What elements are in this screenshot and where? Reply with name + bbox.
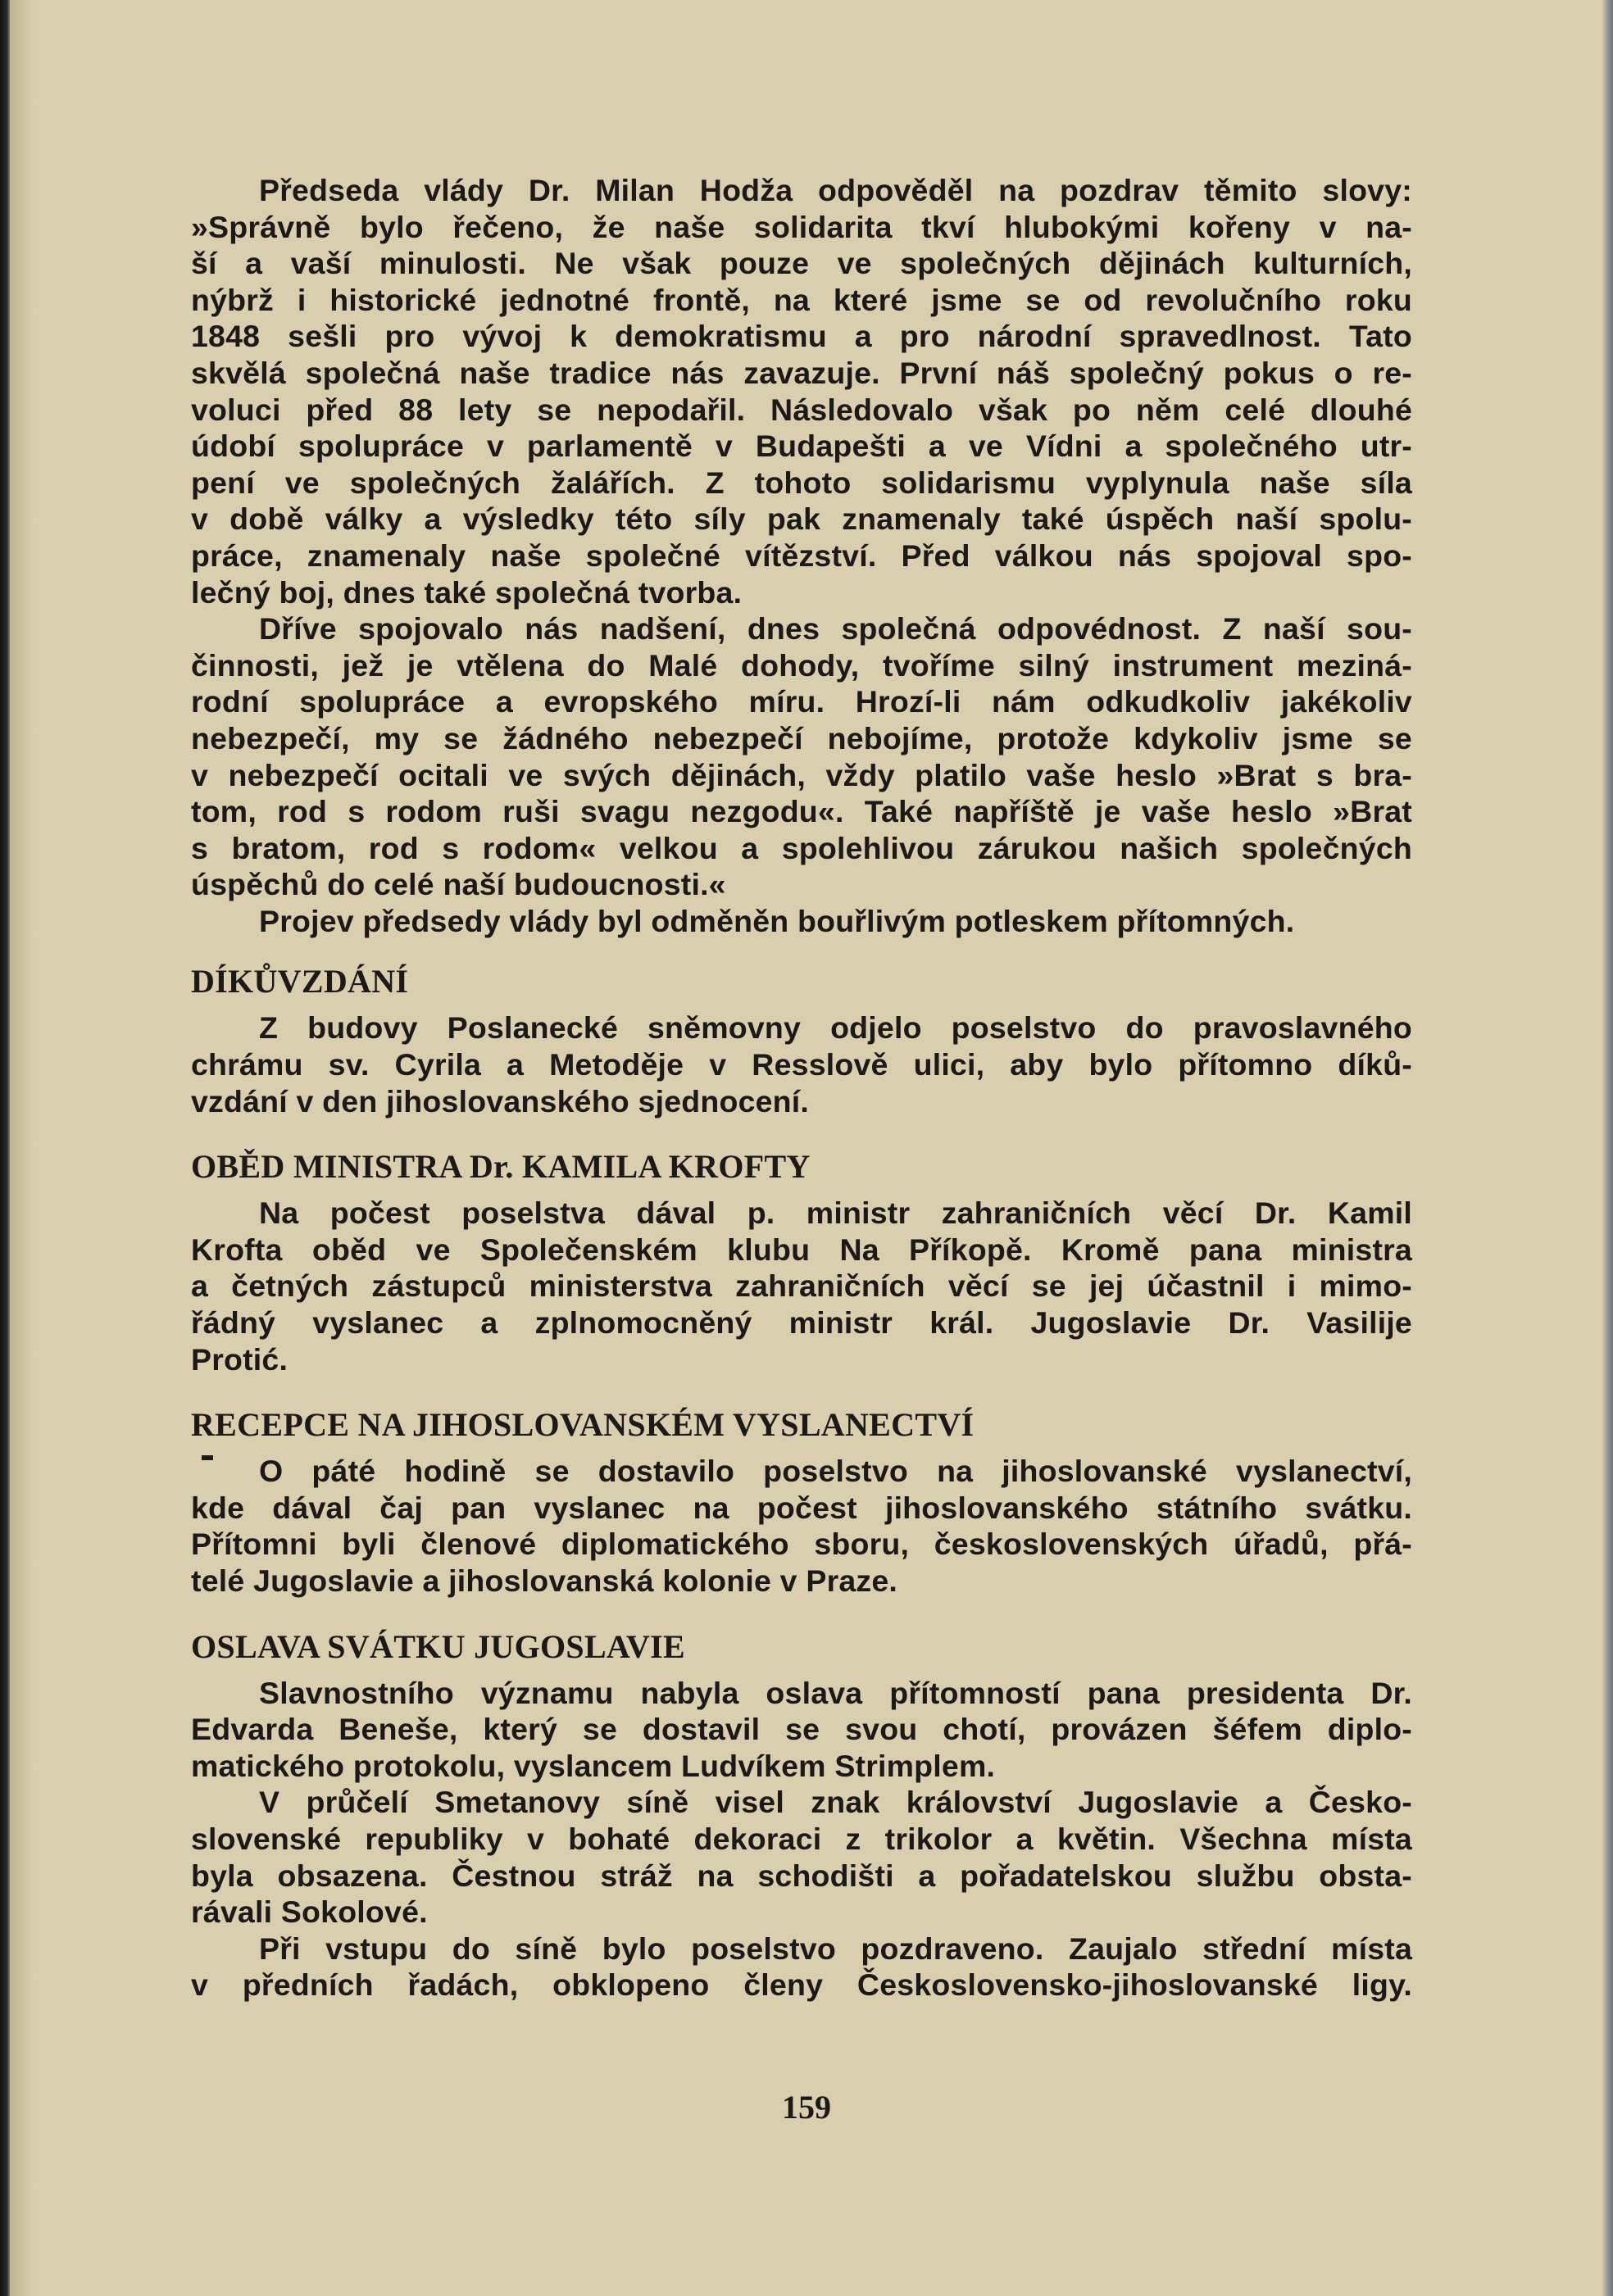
text-line-content: O páté hodině se dostavilo poselstvo na jihoslovanské vyslanectví,: [259, 1454, 1412, 1489]
page-right-edge: [1602, 0, 1613, 2296]
text-line: Krofta oběd ve Společenském klubu Na Příkopě. Kromě pana ministra: [191, 1232, 1412, 1267]
text-line: [191, 1453, 1412, 1490]
text-line: pení ve společných žalářích. Z tohoto solidarismu vyplynula naše síla: [191, 465, 1412, 500]
text-line: vzdání v den jihoslovanského sjednocení.: [191, 1083, 810, 1119]
section-heading-dikuvzdani: DÍKŮVZDÁNÍ: [191, 963, 409, 1001]
text-line: 1848 sešli pro vývoj k demokratismu a pro národní spravedlnost. Tato: [191, 319, 1412, 354]
text-line: v předních řadách, obklopeno členy Československo-jihoslovanské ligy.: [191, 1967, 1412, 2003]
text-line: Slavnostního významu nabyla oslava přítomností pana presidenta Dr.: [259, 1675, 1412, 1710]
section-heading-obed: OBĚD MINISTRA Dr. KAMILA KROFTY: [191, 1148, 811, 1186]
text-line: »Správně bylo řečeno, že naše solidarita tkví hlubokými kořeny v na-: [191, 209, 1412, 244]
text-line: v době války a výsledky této síly pak znamenaly také úspěch naší spolu-: [191, 501, 1412, 537]
text-line: nýbrž i historické jednotné frontě, na které jsme se od revolučního roku: [191, 282, 1412, 317]
binding-edge-shadow: [0, 0, 10, 2296]
text-line: práce, znamenaly naše společné vítězství. Před válkou nás spojoval spo-: [191, 538, 1412, 573]
text-line: chrámu sv. Cyrila a Metoděje v Resslově ulici, aby bylo přítomno díků-: [191, 1047, 1412, 1082]
page-number: 159: [782, 2089, 831, 2126]
text-line: skvělá společná naše tradice nás zavazuje. První náš společný pokus o re-: [191, 355, 1412, 390]
text-line: Z budovy Poslanecké sněmovny odjelo poselstvo do pravoslavného: [259, 1010, 1412, 1046]
text-line: Protić.: [191, 1341, 289, 1377]
text-line: s bratom, rod s rodom« velkou a spolehlivou zárukou našich společných: [191, 830, 1412, 865]
text-line: tom, rod s rodom ruši svagu nezgodu«. Také napříště je vaše heslo »Brat: [191, 794, 1412, 829]
text-line: Přítomni byli členové diplomatického sboru, československých úřadů, přá-: [191, 1527, 1412, 1562]
text-line: kde dával čaj pan vyslanec na počest jihoslovanského státního svátku.: [191, 1490, 1412, 1525]
text-line: Projev předsedy vlády byl odměněn bouřlivým potleskem přítomných.: [259, 903, 1295, 938]
text-line: voluci před 88 lety se nepodařil. Následovalo však po něm celé dlouhé: [191, 392, 1412, 427]
text-line: rávali Sokolové.: [191, 1894, 428, 1930]
text-line: matického protokolu, vyslancem Ludvíkem Strimplem.: [191, 1748, 996, 1783]
text-line: rodní spolupráce a evropského míru. Hrozí-li nám odkudkoliv jakékoliv: [191, 684, 1412, 719]
text-line: údobí spolupráce v parlamentě v Budapešti a ve Vídni a společného utr-: [191, 429, 1412, 464]
text-line: Při vstupu do síně bylo poselstvo pozdraveno. Zaujalo střední místa: [259, 1931, 1412, 1966]
text-line: a četných zástupců ministerstva zahraničních věcí se jej účastnil i mimo-: [191, 1268, 1412, 1304]
text-line: V průčelí Smetanovy síně visel znak království Jugoslavie a Česko-: [259, 1785, 1412, 1820]
text-line: ší a vaší minulosti. Ne však pouze ve společných dějinách kulturních,: [191, 246, 1412, 281]
text-line: řádný vyslanec a zplnomocněný ministr král. Jugoslavie Dr. Vasilije: [191, 1305, 1412, 1341]
text-line: činnosti, jež je vtělena do Malé dohody, tvoříme silný instrument meziná-: [191, 647, 1412, 683]
text-line: byla obsazena. Čestnou stráž na schodišti a pořadatelskou službu obsta-: [191, 1858, 1412, 1893]
text-line: nebezpečí, my se žádného nebezpečí nebojíme, protože kdykoliv jsme se: [191, 720, 1412, 756]
section-heading-recepce: RECEPCE NA JIHOSLOVANSKÉM VYSLANECTVÍ: [191, 1406, 975, 1444]
text-line: slovenské republiky v bohaté dekoraci z trikolor a květin. Všechna místa: [191, 1821, 1412, 1856]
ink-mark: [202, 1455, 213, 1460]
text-line: Edvarda Beneše, který se dostavil se svou chotí, provázen šéfem diplo-: [191, 1712, 1412, 1747]
binding-gutter: [10, 0, 34, 2296]
text-line: Na počest poselstva dával p. ministr zahraničních věcí Dr. Kamil: [259, 1196, 1412, 1231]
text-line: telé Jugoslavie a jihoslovanská kolonie v Praze.: [191, 1563, 898, 1598]
text-line: Dříve spojovalo nás nadšení, dnes společná odpovédnost. Z naší sou-: [259, 611, 1412, 647]
text-line: lečný boj, dnes také společná tvorba.: [191, 574, 743, 610]
text-line: úspěchů do celé naší budoucnosti.«: [191, 867, 726, 902]
text-line: v nebezpečí ocitali ve svých dějinách, vždy platilo vaše heslo »Brat s bra-: [191, 757, 1412, 792]
page-text: [191, 172, 1412, 2003]
section-heading-oslava: OSLAVA SVÁTKU JUGOSLAVIE: [191, 1627, 685, 1665]
text-line: Předseda vlády Dr. Milan Hodža odpověděl na pozdrav těmito slovy:: [259, 173, 1412, 207]
